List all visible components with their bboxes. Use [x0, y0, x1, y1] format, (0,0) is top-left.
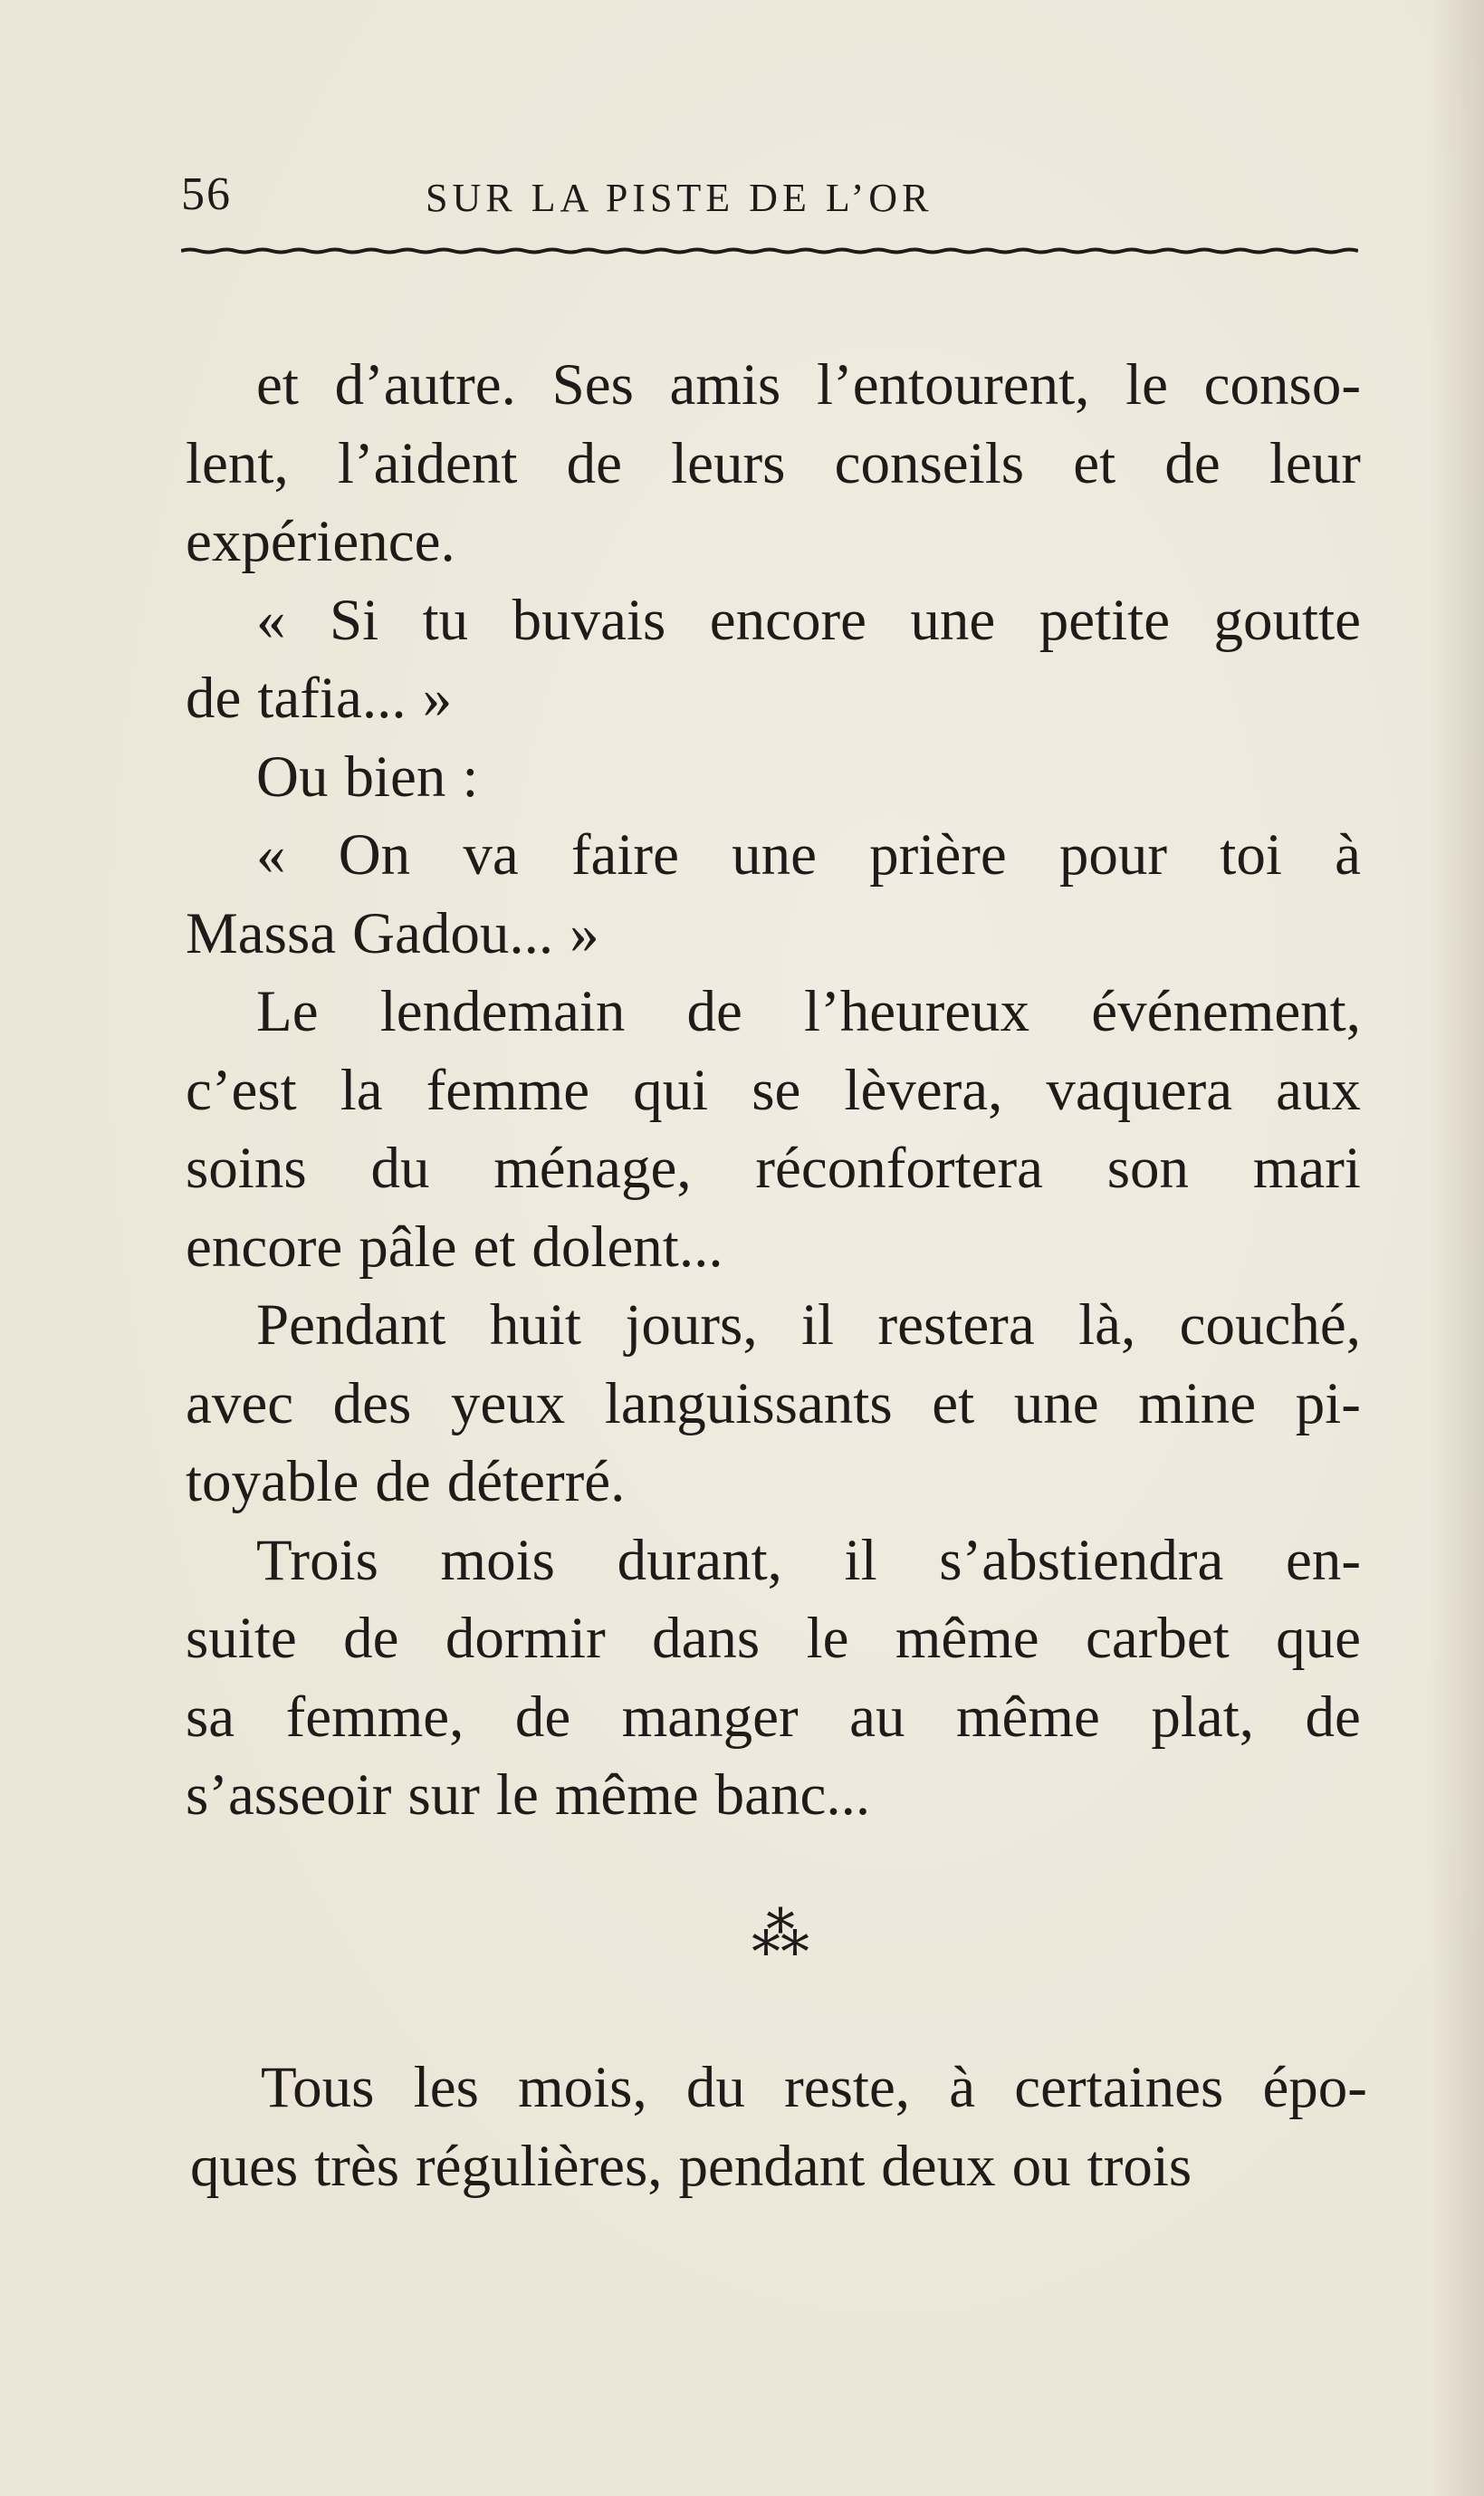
word: lèvera, — [844, 1057, 1003, 1123]
word: lent, — [186, 430, 289, 496]
word: à — [949, 2055, 976, 2120]
text-line — [186, 581, 1361, 660]
word: deux — [881, 2133, 996, 2199]
text-line — [190, 2127, 1367, 2206]
word: Ses — [551, 352, 634, 418]
word: banc... — [714, 1762, 871, 1828]
word: de — [186, 666, 242, 731]
text-line — [186, 1208, 1361, 1287]
word: une — [910, 587, 996, 653]
word: tafia... — [257, 666, 407, 731]
word: il — [800, 1292, 835, 1358]
page-number: 56 — [181, 168, 232, 220]
text-line — [190, 2049, 1367, 2127]
text-line — [186, 738, 1361, 817]
word: carbet — [1086, 1606, 1230, 1671]
word: prière — [869, 822, 1007, 888]
text-line — [186, 895, 1361, 974]
word: goutte — [1213, 587, 1361, 653]
word: des — [332, 1370, 412, 1436]
word: encore — [186, 1214, 343, 1280]
word: une — [1013, 1370, 1099, 1436]
word: Massa — [186, 900, 337, 966]
word: On — [338, 822, 411, 888]
word: et — [256, 352, 299, 418]
word: et — [473, 1214, 516, 1280]
word: une — [732, 822, 817, 888]
word: les — [413, 2055, 479, 2120]
word: « — [256, 587, 286, 653]
word: leur — [1269, 430, 1361, 496]
word: de — [514, 1684, 571, 1750]
word: lendemain — [379, 979, 626, 1044]
word: événement, — [1091, 979, 1361, 1044]
word: pendant — [678, 2133, 866, 2199]
word: et — [932, 1370, 975, 1436]
word: buvais — [512, 587, 666, 653]
word: va — [463, 822, 519, 888]
word: même — [956, 1684, 1100, 1750]
word: mois, — [518, 2055, 647, 2120]
word: son — [1106, 1136, 1190, 1201]
word: de — [375, 1449, 431, 1514]
word: réconfortera — [755, 1136, 1043, 1201]
word: de — [686, 979, 742, 1044]
word: le — [495, 1762, 539, 1828]
word: l’aident — [337, 430, 518, 496]
asterism-glyph: ⁂ — [752, 1901, 809, 1968]
word: » — [422, 666, 453, 731]
text-line — [186, 816, 1361, 895]
word: pâle — [359, 1214, 457, 1280]
text-line — [186, 425, 1361, 504]
word: trois — [1087, 2133, 1192, 2199]
text-line — [186, 503, 1361, 581]
word: Pendant — [256, 1292, 446, 1358]
text-line — [186, 1522, 1361, 1600]
running-title: SUR LA PISTE DE L’OR — [426, 176, 933, 220]
word: femme — [426, 1057, 590, 1123]
word: pi- — [1295, 1370, 1361, 1436]
word: amis — [669, 352, 781, 418]
word: du — [370, 1136, 430, 1201]
word: mois — [440, 1527, 555, 1593]
word: dolent... — [531, 1214, 723, 1280]
word: de — [1164, 430, 1221, 496]
word: suite — [186, 1606, 297, 1671]
word: languissants — [604, 1370, 893, 1436]
section-break-asterism — [744, 1897, 817, 1970]
word: déterré. — [446, 1449, 626, 1514]
word: Trois — [256, 1527, 378, 1593]
word: : — [462, 744, 479, 810]
word: l’heureux — [804, 979, 1030, 1044]
word: le — [806, 1606, 849, 1671]
word: dans — [652, 1606, 761, 1671]
word: ques — [190, 2133, 299, 2199]
word: la — [340, 1057, 383, 1123]
word: avec — [186, 1370, 294, 1436]
text-line — [186, 973, 1361, 1051]
text-line — [186, 1678, 1361, 1757]
word: reste, — [784, 2055, 911, 2120]
word: couché, — [1179, 1292, 1361, 1358]
word: même — [895, 1606, 1039, 1671]
word: l’entourent, — [816, 352, 1090, 418]
word: femme, — [285, 1684, 464, 1750]
word: leurs — [671, 430, 786, 496]
word: Si — [329, 587, 379, 653]
word: que — [1276, 1606, 1361, 1671]
word: vaquera — [1046, 1057, 1233, 1123]
page-edge-shadow — [1430, 0, 1484, 2496]
text-line — [186, 659, 1361, 738]
body-text-after-break — [190, 2049, 1367, 2205]
word: huit — [489, 1292, 581, 1358]
word: là, — [1078, 1292, 1136, 1358]
text-line — [186, 1599, 1361, 1678]
word: qui — [633, 1057, 709, 1123]
word: même — [554, 1762, 699, 1828]
word: soins — [186, 1136, 307, 1201]
word: le — [1125, 352, 1168, 418]
word: restera — [877, 1292, 1035, 1358]
word: toi — [1220, 822, 1282, 888]
text-line — [186, 1365, 1361, 1444]
word: mine — [1138, 1370, 1257, 1436]
text-line — [186, 1286, 1361, 1365]
word: du — [685, 2055, 745, 2120]
word: tu — [422, 587, 469, 653]
word: encore — [709, 587, 866, 653]
word: bien — [344, 744, 446, 810]
word: s’abstiendra — [939, 1527, 1224, 1593]
word: jours, — [625, 1292, 758, 1358]
word: toyable — [186, 1449, 359, 1514]
word: épo- — [1262, 2055, 1367, 2120]
word: sur — [407, 1762, 480, 1828]
word: de — [343, 1606, 399, 1671]
text-line — [186, 346, 1361, 425]
word: durant, — [617, 1527, 782, 1593]
header-rule — [181, 246, 1358, 255]
word: Ou — [256, 744, 329, 810]
word: conso- — [1203, 352, 1361, 418]
word: de — [566, 430, 622, 496]
text-line — [186, 1443, 1361, 1522]
word: au — [849, 1684, 905, 1750]
word: yeux — [450, 1370, 566, 1436]
word: Le — [256, 979, 319, 1044]
word: faire — [570, 822, 679, 888]
word: « — [256, 822, 286, 888]
word: » — [570, 900, 599, 966]
word: manger — [621, 1684, 799, 1750]
word: aux — [1276, 1057, 1361, 1123]
word: plat, — [1151, 1684, 1255, 1750]
word: s’asseoir — [186, 1762, 392, 1828]
page-header — [181, 168, 1358, 231]
word: il — [844, 1527, 877, 1593]
word: certaines — [1014, 2055, 1224, 2120]
word: régulières, — [416, 2133, 663, 2199]
word: conseils — [834, 430, 1025, 496]
word: très — [314, 2133, 400, 2199]
text-line — [186, 1051, 1361, 1130]
word: pour — [1058, 822, 1168, 888]
word: et — [1073, 430, 1116, 496]
word: petite — [1039, 587, 1171, 653]
word: mari — [1252, 1136, 1361, 1201]
word: à — [1335, 822, 1361, 888]
word: sa — [186, 1684, 235, 1750]
word: ou — [1011, 2133, 1071, 2199]
word: dormir — [445, 1606, 606, 1671]
word: Tous — [261, 2055, 375, 2120]
word: c’est — [186, 1057, 297, 1123]
word: expérience. — [186, 509, 455, 574]
word: de — [1305, 1684, 1361, 1750]
body-text — [186, 346, 1361, 1835]
word: se — [752, 1057, 801, 1123]
text-line — [186, 1129, 1361, 1208]
word: ménage, — [493, 1136, 692, 1201]
word: d’autre. — [334, 352, 516, 418]
word: en- — [1285, 1527, 1361, 1593]
word: Gadou... — [352, 900, 554, 966]
text-line — [186, 1756, 1361, 1835]
